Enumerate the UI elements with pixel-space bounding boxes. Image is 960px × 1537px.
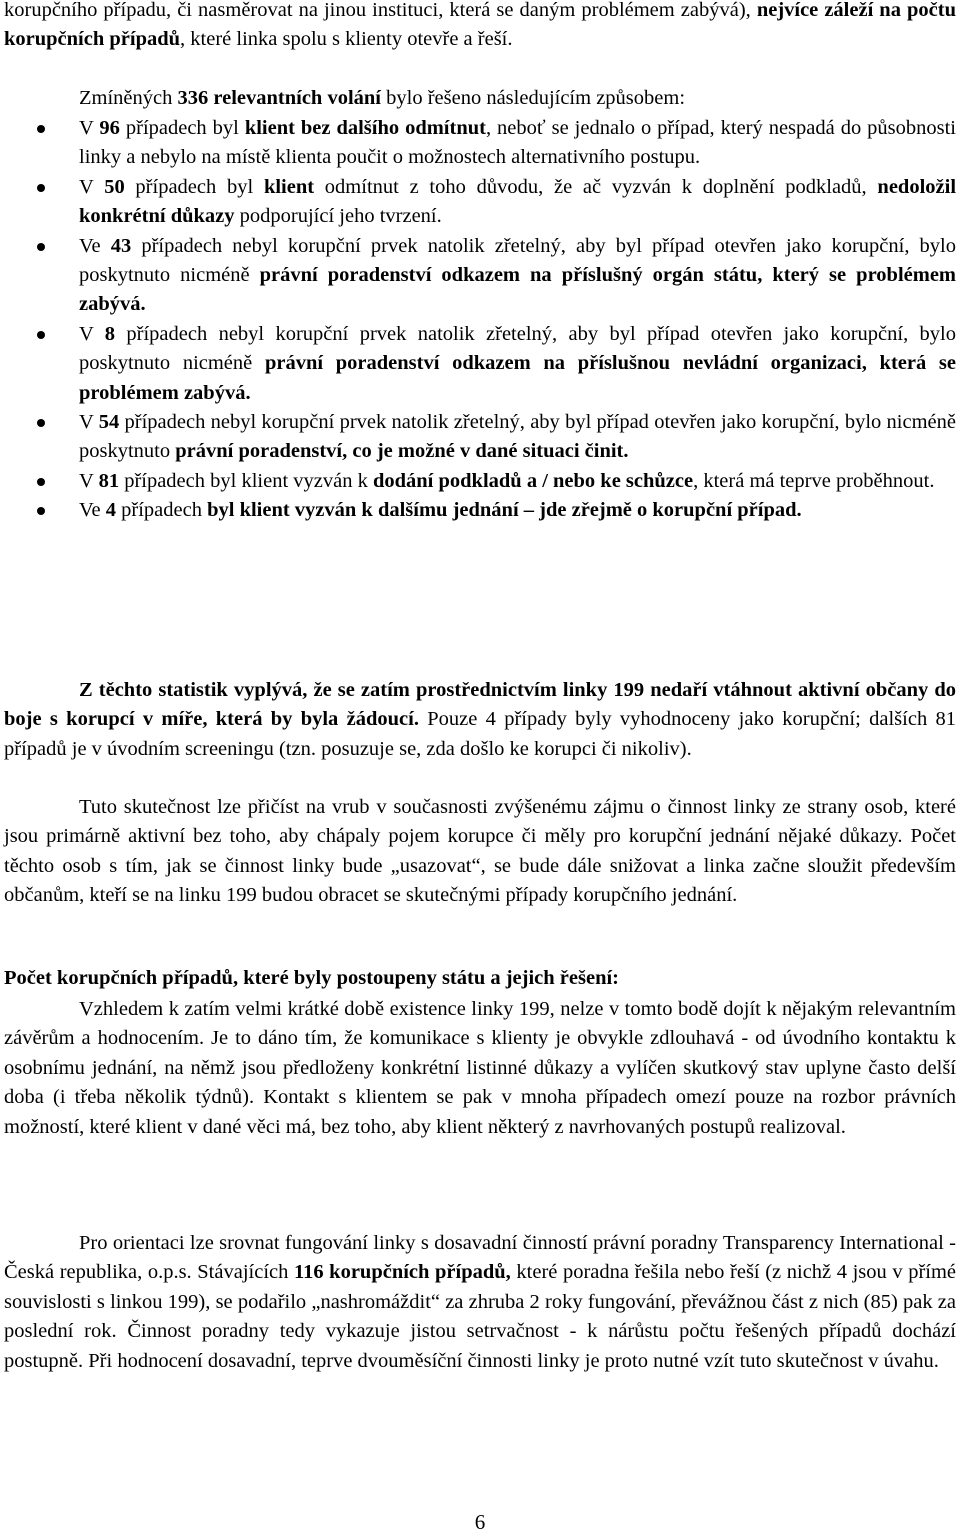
bold-text: 96 xyxy=(99,117,120,139)
conclusion-paragraph: Z těchto statistik vyplývá, že se zatím prostřednictvím linky 199 nedaří vtáhnout aktivní občany do boje s korupcí v míře, která by byla žádoucí. Pouze 4 případy byly vyhodnoceny jako korupční; dalších 81 případů je v úvodním screeningu (tzn. posuzuje se, zda došlo ke korupci či nikoliv). xyxy=(4,679,956,760)
bold-text: nedoložil konkrétní důkazy xyxy=(79,175,957,228)
last-paragraph: Pro orientaci lze srovnat fungování linky s dosavadní činností právní poradny Transparency International - Česká republika, o.p.s. Stávajících 116 korupčních případů, které poradna řešila nebo řeší (z nichž 4 jsou v přímé souvislosti s linkou 199), se podařilo „nashromáždit“ za zhruba 2 roky fungování, převážnou část z nich (85) pak za poslední rok. Činnost poradny tedy vykazuje jistou setrvačnost - k nárůstu počtu řešených případů dochází postupně. Při hodnocení dosavadní, teprve dvouměsíční činnosti linky je proto nutné vzít tuto skutečnost v úvahu. xyxy=(4,1232,957,1372)
bold-text: nejvíce záleží na počtu korupčních případů xyxy=(4,0,956,51)
bold-text: právní poradenství odkazem na příslušný orgán státu, který se problémem zabývá. xyxy=(79,264,956,316)
section-heading-text: Počet korupčních případů, které byly postoupeny státu a jejich řešení: xyxy=(4,967,619,989)
section-heading xyxy=(4,964,956,993)
page-number: 6 xyxy=(474,1510,486,1534)
list-item-text: Ve 43 případech nebyl korupční prvek natolik zřetelný, aby byl případ otevřen jako korupční, bylo poskytnuto nicméně právní poradenství odkazem na příslušný orgán státu, který se problémem zabývá. xyxy=(79,234,956,316)
top-paragraph: korupčního případu, či nasměrovat na jinou instituci, která se daným problémem zabývá), nejvíce záleží na počtu korupčních případů, které linka spolu s klienty otevře a řeší. xyxy=(4,0,956,51)
list-item xyxy=(4,232,956,320)
explanation-paragraph: Tuto skutečnost lze přičíst na vrub v současnosti zvýšenému zájmu o činnost linky ze strany osob, které jsou primárně aktivní bez toho, aby chápaly pojem korupce či měly pro korupční jednání nějaké důkazy. Počet těchto osob s tím, jak se činnost linky bude „usazovat“, se bude dále snižovat a linka začne sloužit především občanům, kteří se na linku 199 budou obracet se skutečnými případy korupčního jednání. xyxy=(4,796,956,907)
list-item-text: V 81 případech byl klient vyzván k dodání podkladů a / nebo ke schůzce, která má teprve proběhnout. xyxy=(79,469,935,492)
list-item xyxy=(4,320,956,408)
bold-text: právní poradenství odkazem na příslušnou nevládní organizaci, která se problémem zabývá. xyxy=(79,352,957,404)
list-item-text: Ve 4 případech byl klient vyzván k dalšímu jednání – jde zřejmě o korupční případ. xyxy=(79,499,802,522)
bold-text: dodání podkladů a / nebo ke schůzce xyxy=(372,469,694,492)
bold-text: 54 xyxy=(98,411,120,434)
bullet-icon xyxy=(37,331,45,339)
section-paragraph: Vzhledem k zatím velmi krátké době existence linky 199, nelze v tomto bodě dojít k nějakým relevantním závěrům a hodnocením. Je to dáno tím, že komunikace s klienty je obvykle zdlouhavá - od úvodního kontaktu k osobnímu jednání, na němž jsou předloženy konkrétní listinné důkazy a vylíčen skutkový stav uplyne často delší doba (i třeba několik týdnů). Kontakt s klientem se pak v mnoha případech omezí pouze na rozbor právních možností, které klient v dané věci má, bez toho, aby klient některý z navrhovaných postupů realizoval. xyxy=(4,998,956,1138)
bold-text: 336 relevantních volání xyxy=(177,87,381,109)
list-item xyxy=(4,467,956,496)
bullet-icon xyxy=(37,419,45,427)
bold-text: klient xyxy=(263,175,315,198)
bullet-list xyxy=(4,114,956,526)
bullet-icon xyxy=(37,243,45,251)
bold-text: 50 xyxy=(104,175,125,198)
bold-text: Z těchto statistik vyplývá, že se zatím prostřednictvím linky 199 nedaří vtáhnout aktivní občany do boje s korupcí v míře, která by byla žádoucí. xyxy=(4,679,956,731)
list-item xyxy=(4,114,956,173)
list-item xyxy=(4,496,956,525)
bold-text: 8 xyxy=(104,322,116,345)
bullet-icon xyxy=(37,507,45,515)
list-item-text: V 50 případech byl klient odmítnut z toho důvodu, že ač vyzván k doplnění podkladů, nedoložil konkrétní důkazy podporující jeho tvrzení. xyxy=(79,175,957,228)
bullet-icon xyxy=(37,125,45,133)
bullet-icon xyxy=(37,478,45,486)
list-item-text: V 8 případech nebyl korupční prvek natolik zřetelný, aby byl případ otevřen jako korupční, bylo poskytnuto nicméně právní poradenství odkazem na příslušnou nevládní organizaci, která se problémem zabývá. xyxy=(79,322,957,404)
intro-line: Zmíněných 336 relevantních volání bylo řešeno následujícím způsobem: xyxy=(79,87,686,109)
list-item xyxy=(4,173,956,232)
list-item-text: V 96 případech byl klient bez dalšího odmítnut, neboť se jednalo o případ, který nespadá do působnosti linky a nebylo na místě klienta poučit o možnostech alternativního postupu. xyxy=(79,117,957,169)
list-item xyxy=(4,408,956,467)
bold-text: klient bez dalšího odmítnut xyxy=(244,117,486,139)
bold-text: 4 xyxy=(105,499,117,522)
list-item-text: V 54 případech nebyl korupční prvek natolik zřetelný, aby byl případ otevřen jako korupční, bylo nicméně poskytnuto právní poradenství, co je možné v dané situaci činit. xyxy=(79,411,956,463)
bold-text: 116 korupčních případů, xyxy=(293,1261,511,1284)
bold-text: právní poradenství, co je možné v dané situaci činit. xyxy=(175,440,629,463)
bold-text: byl klient vyzván k dalšímu jednání – jde zřejmě o korupční případ. xyxy=(207,499,802,522)
bold-text: 81 xyxy=(98,469,120,492)
bold-text: 43 xyxy=(110,234,132,257)
bullet-icon xyxy=(37,184,45,192)
